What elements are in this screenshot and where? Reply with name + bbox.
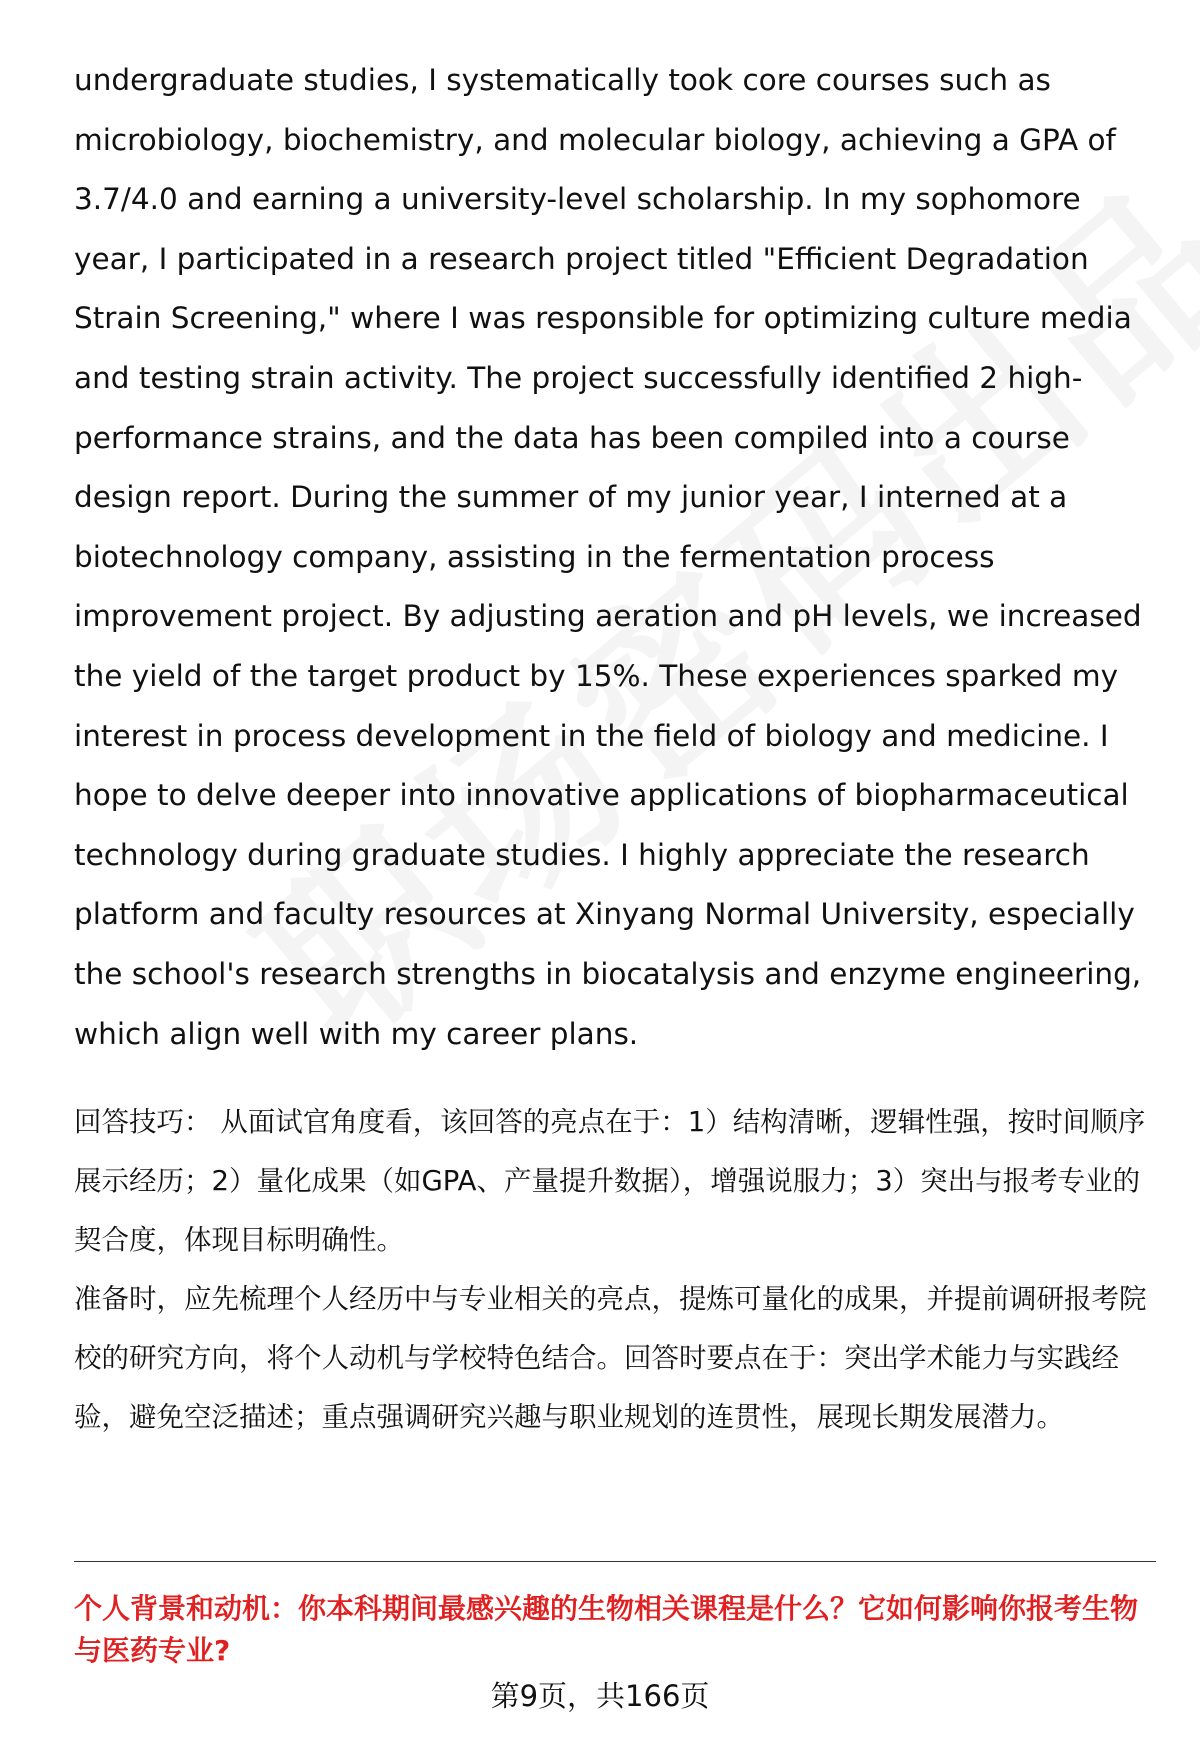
section-divider xyxy=(74,1561,1156,1562)
answer-tips-paragraph: 回答技巧： 从面试官角度看，该回答的亮点在于：1）结构清晰，逻辑性强，按时间顺序展示经历；2）量化成果（如GPA、产量提升数据），增强说服力；3）突出与报考专业的契合度，体现目标明确性。 xyxy=(74,1106,1146,1256)
answer-paragraph: undergraduate studies, I systematically took core courses such as microbiology, biochemistry, and molecular biology, achieving a GPA of 3.7/4.0 and earning a university-level scholarship. In my sophomore year, I participated in a research project titled "Efficient Degradation Strain Screening," where I was responsible for optimizing culture media and testing strain activity. The project successfully identified 2 high-performance strains, and the data has been compiled into a course design report. During the summer of my junior year, I interned at a biotechnology company, assisting in the fermentation process improvement project. By adjusting aeration and pH levels, we increased the yield of the target product by 15%. These experiences sparked my interest in process development in the field of biology and medicine. I hope to delve deeper into innovative applications of biopharmaceutical technology during graduate studies. I highly appreciate the research platform and faculty resources at Xinyang Normal University, especially the school's research strengths in biocatalysis and enzyme engineering, which align well with my career plans. xyxy=(74,63,1142,1051)
next-question-heading: 个人背景和动机：你本科期间最感兴趣的生物相关课程是什么？它如何影响你报考生物与医药专业? xyxy=(74,1592,1139,1667)
preparation-paragraph: 准备时，应先梳理个人经历中与专业相关的亮点，提炼可量化的成果，并提前调研报考院校的研究方向，将个人动机与学校特色结合。回答时要点在于：突出学术能力与实践经验，避免空泛描述；重点强调研究兴趣与职业规划的连贯性，展现长期发展潜力。 xyxy=(74,1283,1147,1433)
page-number-footer: 第9页，共166页 xyxy=(490,1679,710,1713)
